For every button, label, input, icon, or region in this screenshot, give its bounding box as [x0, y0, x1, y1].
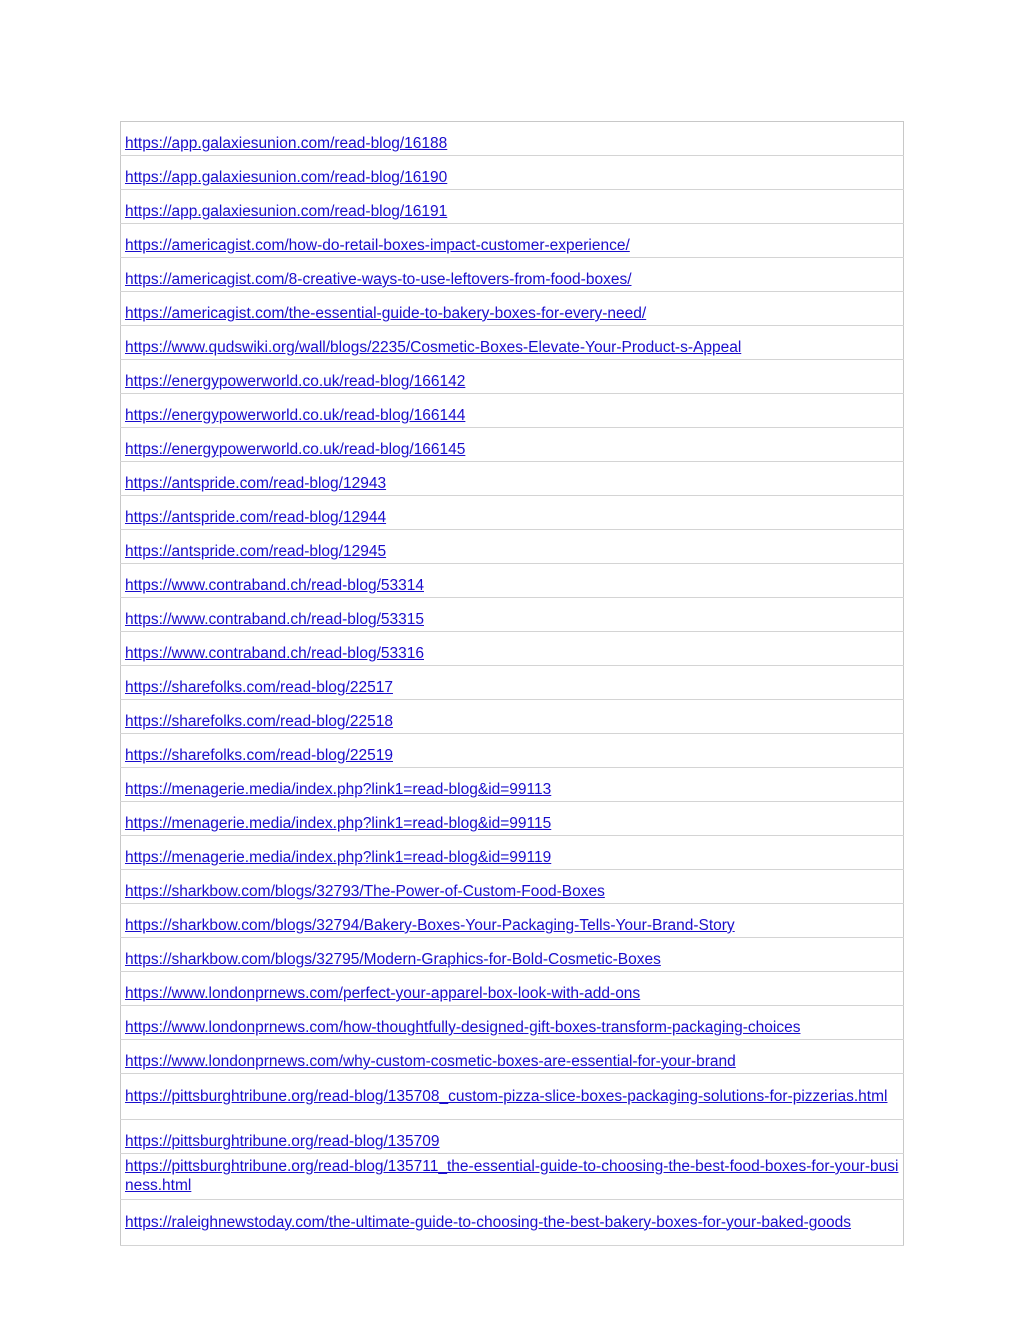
link-url[interactable]: https://app.galaxiesunion.com/read-blog/16190	[125, 169, 448, 186]
link-url[interactable]: https://sharkbow.com/blogs/32793/The-Power-of-Custom-Food-Boxes	[125, 883, 605, 900]
link-url[interactable]: https://sharefolks.com/read-blog/22519	[125, 747, 393, 764]
table-row	[121, 326, 904, 360]
link-url[interactable]: https://sharefolks.com/read-blog/22517	[125, 679, 393, 696]
link-url[interactable]: https://menagerie.media/index.php?link1=read-blog&id=99119	[125, 849, 552, 866]
table-cell	[121, 1074, 904, 1120]
link-url[interactable]: https://www.londonprnews.com/how-thoughtfully-designed-gift-boxes-transform-packaging-choices	[125, 1019, 801, 1036]
table-cell	[121, 938, 904, 972]
links-table	[120, 121, 904, 1246]
table-cell	[121, 666, 904, 700]
table-cell	[121, 632, 904, 666]
table-cell	[121, 1040, 904, 1074]
link-url[interactable]: https://menagerie.media/index.php?link1=read-blog&id=99113	[125, 781, 552, 798]
link-url[interactable]: https://www.qudswiki.org/wall/blogs/2235/Cosmetic-Boxes-Elevate-Your-Product-s-Appeal	[125, 339, 742, 356]
table-cell	[121, 836, 904, 870]
link-url[interactable]: https://www.contraband.ch/read-blog/53316	[125, 645, 424, 662]
link-url[interactable]: https://americagist.com/how-do-retail-boxes-impact-customer-experience/	[125, 237, 630, 254]
link-url[interactable]: https://pittsburghtribune.org/read-blog/135711_the-essential-guide-to-choosing-the-best-food-boxes-for-your-business.html	[125, 1158, 899, 1194]
table-row	[121, 462, 904, 496]
links-table-body	[121, 122, 904, 1246]
table-row	[121, 394, 904, 428]
table-row	[121, 1120, 904, 1154]
table-cell	[121, 224, 904, 258]
table-row	[121, 190, 904, 224]
link-url[interactable]: https://sharkbow.com/blogs/32795/Modern-Graphics-for-Bold-Cosmetic-Boxes	[125, 951, 661, 968]
table-row	[121, 598, 904, 632]
table-row	[121, 972, 904, 1006]
link-url[interactable]: https://energypowerworld.co.uk/read-blog/166144	[125, 407, 466, 424]
table-cell	[121, 156, 904, 190]
table-cell	[121, 768, 904, 802]
link-url[interactable]: https://antspride.com/read-blog/12943	[125, 475, 387, 492]
table-cell	[121, 428, 904, 462]
table-cell	[121, 564, 904, 598]
link-url[interactable]: https://app.galaxiesunion.com/read-blog/16188	[125, 135, 448, 152]
table-cell	[121, 972, 904, 1006]
link-url[interactable]: https://menagerie.media/index.php?link1=read-blog&id=99115	[125, 815, 552, 832]
link-url[interactable]: https://app.galaxiesunion.com/read-blog/16191	[125, 203, 448, 220]
table-row	[121, 530, 904, 564]
link-url[interactable]: https://www.contraband.ch/read-blog/53315	[125, 611, 424, 628]
table-row	[121, 224, 904, 258]
table-row	[121, 156, 904, 190]
table-cell	[121, 598, 904, 632]
table-row	[121, 632, 904, 666]
table-row	[121, 700, 904, 734]
link-url[interactable]: https://americagist.com/the-essential-guide-to-bakery-boxes-for-every-need/	[125, 305, 647, 322]
link-url[interactable]: https://pittsburghtribune.org/read-blog/135708_custom-pizza-slice-boxes-packaging-solutions-for-pizzerias.html	[125, 1087, 888, 1105]
link-url[interactable]: https://energypowerworld.co.uk/read-blog/166145	[125, 441, 466, 458]
link-url[interactable]: https://antspride.com/read-blog/12944	[125, 509, 387, 526]
link-url[interactable]: https://antspride.com/read-blog/12945	[125, 543, 387, 560]
table-cell	[121, 1154, 904, 1200]
table-cell	[121, 326, 904, 360]
table-cell	[121, 802, 904, 836]
table-cell	[121, 904, 904, 938]
table-row	[121, 496, 904, 530]
link-url[interactable]: https://www.contraband.ch/read-blog/53314	[125, 577, 424, 594]
table-cell	[121, 1200, 904, 1246]
table-row	[121, 360, 904, 394]
table-row	[121, 734, 904, 768]
table-row	[121, 836, 904, 870]
table-row	[121, 428, 904, 462]
link-url[interactable]: https://sharkbow.com/blogs/32794/Bakery-Boxes-Your-Packaging-Tells-Your-Brand-Story	[125, 917, 735, 934]
table-cell	[121, 190, 904, 224]
table-row	[121, 258, 904, 292]
table-cell	[121, 394, 904, 428]
table-row	[121, 292, 904, 326]
link-url[interactable]: https://americagist.com/8-creative-ways-to-use-leftovers-from-food-boxes/	[125, 271, 632, 288]
table-cell	[121, 462, 904, 496]
table-row	[121, 564, 904, 598]
table-row	[121, 1006, 904, 1040]
link-url[interactable]: https://www.londonprnews.com/perfect-your-apparel-box-look-with-add-ons	[125, 985, 641, 1002]
table-row	[121, 122, 904, 156]
table-row	[121, 904, 904, 938]
table-row	[121, 802, 904, 836]
table-cell	[121, 1006, 904, 1040]
table-cell	[121, 258, 904, 292]
table-cell	[121, 1120, 904, 1154]
table-row	[121, 1200, 904, 1246]
table-cell	[121, 530, 904, 564]
table-cell	[121, 496, 904, 530]
table-cell	[121, 734, 904, 768]
link-url[interactable]: https://sharefolks.com/read-blog/22518	[125, 713, 393, 730]
table-cell	[121, 122, 904, 156]
table-row	[121, 870, 904, 904]
table-row	[121, 938, 904, 972]
link-url[interactable]: https://raleighnewstoday.com/the-ultimate-guide-to-choosing-the-best-bakery-boxes-for-your-baked-goods	[125, 1213, 851, 1231]
table-row	[121, 1074, 904, 1120]
link-url[interactable]: https://pittsburghtribune.org/read-blog/135709	[125, 1133, 440, 1150]
link-url[interactable]: https://www.londonprnews.com/why-custom-cosmetic-boxes-are-essential-for-your-brand	[125, 1053, 736, 1070]
table-cell	[121, 360, 904, 394]
link-url[interactable]: https://energypowerworld.co.uk/read-blog/166142	[125, 373, 466, 390]
table-cell	[121, 870, 904, 904]
table-cell	[121, 292, 904, 326]
table-row	[121, 1040, 904, 1074]
table-cell	[121, 700, 904, 734]
table-row	[121, 666, 904, 700]
table-row	[121, 1154, 904, 1200]
table-row	[121, 768, 904, 802]
